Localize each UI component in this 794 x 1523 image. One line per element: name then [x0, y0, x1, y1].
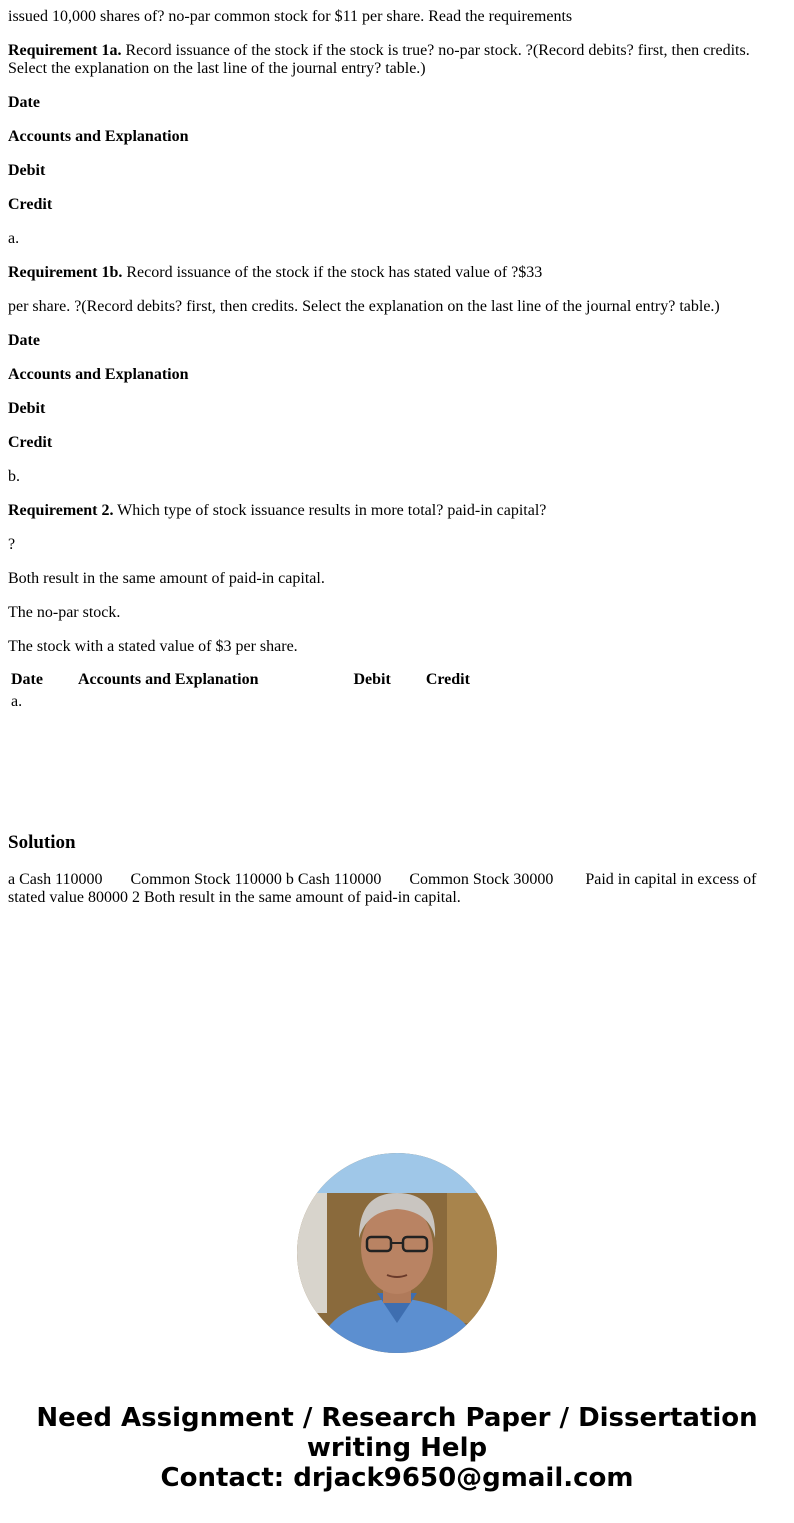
header-credit: Credit [8, 196, 53, 213]
table-header-row [10, 670, 502, 690]
table-row [10, 692, 502, 712]
requirement-2 [8, 502, 786, 520]
header-debit: Debit [8, 162, 46, 179]
footer-banner [0, 1403, 794, 1493]
header-date: Date [8, 94, 40, 111]
solution-text: a Cash 110000 Common Stock 110000 b Cash 110000 Common Stock 30000 Paid in capital in excess of stated value 80000 2 Both result in the same amount of paid-in capital. [8, 871, 761, 906]
requirement-1b [8, 264, 786, 282]
footer-line-1: Need Assignment / Research Paper / Dissertation [36, 1403, 758, 1433]
footer-line-2: writing Help [306, 1433, 488, 1463]
col-accounts: Accounts and Explanation [77, 671, 259, 688]
col-debit: Debit [353, 671, 391, 688]
option-stated-value: The stock with a stated value of $3 per share. [8, 638, 298, 655]
row-b: b. [8, 468, 20, 485]
intro-text: issued 10,000 shares of? no-par common stock for $11 per share. Read the requirements [8, 8, 573, 25]
req1a-label: Requirement 1a. [8, 42, 122, 59]
author-photo [297, 1153, 497, 1353]
header-accounts-b: Accounts and Explanation [8, 366, 189, 383]
document [8, 0, 786, 906]
solution-title: Solution [8, 832, 76, 853]
req1b-label: Requirement 1b. [8, 264, 123, 281]
header-accounts: Accounts and Explanation [8, 128, 189, 145]
header-date-b: Date [8, 332, 40, 349]
row-label: a. [11, 693, 23, 710]
header-debit-b: Debit [8, 400, 46, 417]
req1a-text: Record issuance of the stock if the stock is true? no-par stock. ?(Record debits? first, then credits. Select the explanation on the last line of the journal entry? table.) [8, 42, 750, 77]
col-date: Date [11, 671, 43, 688]
journal-table [8, 668, 504, 714]
header-credit-b: Credit [8, 434, 53, 451]
option-no-par: The no-par stock. [8, 604, 121, 621]
footer-contact: Contact: drjack9650@gmail.com [160, 1463, 634, 1493]
requirement-1a [8, 42, 786, 78]
option-same: Both result in the same amount of paid-in capital. [8, 570, 325, 587]
req1b-text: Record issuance of the stock if the stock has stated value of ?$33 [122, 264, 543, 281]
question-mark: ? [8, 536, 16, 553]
row-a: a. [8, 230, 20, 247]
req2-label: Requirement 2. [8, 502, 114, 519]
requirement-1b-cont: per share. ?(Record debits? first, then credits. Select the explanation on the last line of the journal entry? table.) [8, 298, 720, 315]
req2-text: Which type of stock issuance results in more total? paid-in capital? [113, 502, 547, 519]
col-credit: Credit [425, 671, 470, 688]
